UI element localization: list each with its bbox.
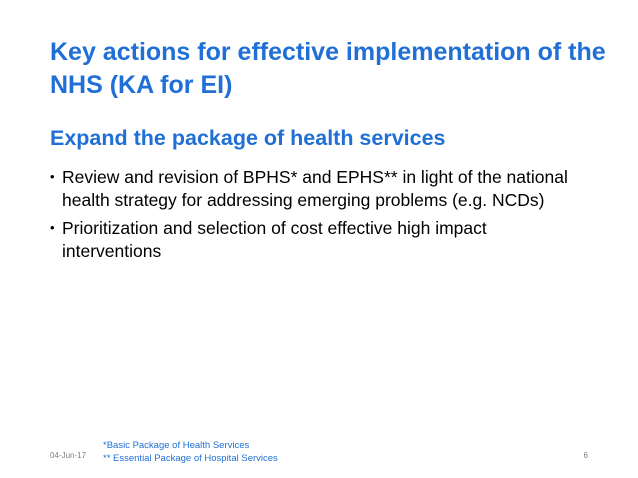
bullet-text: Review and revision of BPHS* and EPHS** in light of the national health strategy for addressing emerging problems (e.g. NCDs)	[62, 167, 568, 210]
slide-subtitle: Expand the package of health services	[50, 126, 446, 150]
slide-title: Key actions for effective implementation of the NHS (KA for EI)	[50, 38, 606, 99]
bullet-item	[50, 217, 590, 262]
bullet-list	[50, 166, 590, 268]
bullet-marker-icon: •	[50, 220, 55, 235]
footnotes	[103, 439, 278, 465]
footer-date: 04-Jun-17	[50, 451, 87, 460]
bullet-marker-icon: •	[50, 169, 55, 184]
page-number: 6	[583, 451, 588, 460]
footnote-ephs: ** Essential Package of Hospital Services	[103, 453, 278, 464]
bullet-text: Prioritization and selection of cost effective high impact interventions	[62, 218, 487, 261]
bullet-item	[50, 166, 590, 211]
footnote-bphs: *Basic Package of Health Services	[103, 440, 250, 451]
